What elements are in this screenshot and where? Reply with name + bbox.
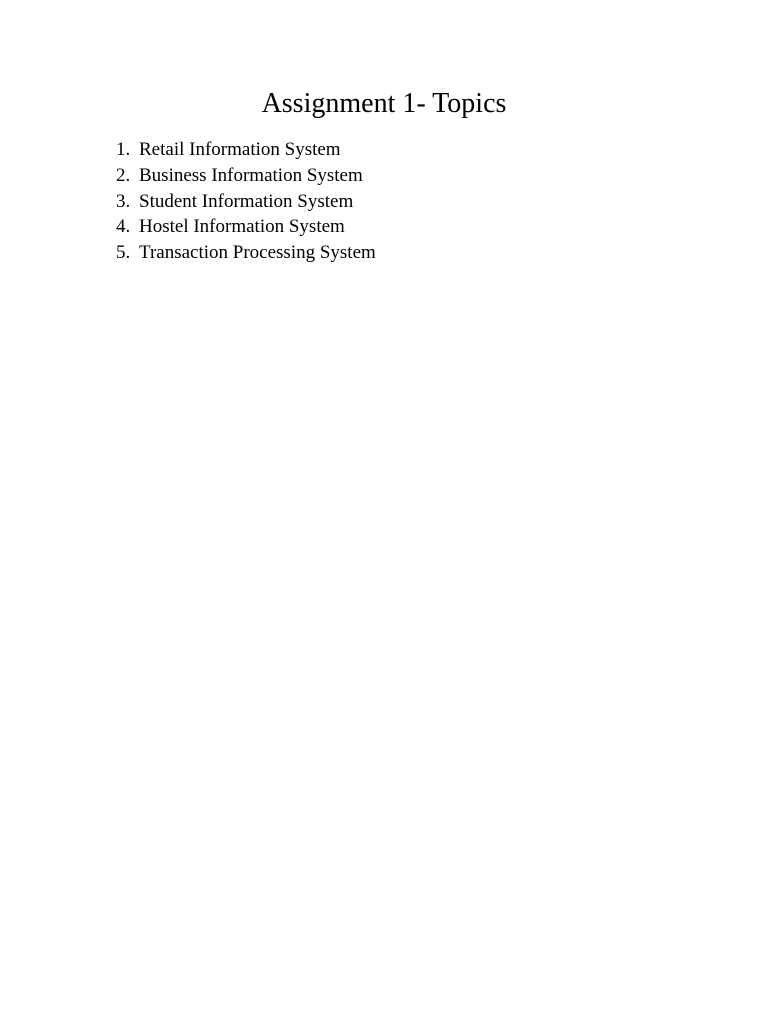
- document-title: Assignment 1- Topics: [261, 88, 507, 119]
- topic-text: Retail Information System: [139, 139, 341, 160]
- topic-number: 3.: [116, 190, 131, 212]
- topic-number: 2.: [116, 164, 131, 186]
- topic-item: [116, 214, 376, 240]
- topic-item: [116, 163, 376, 189]
- topic-text: Student Information System: [139, 190, 354, 212]
- topic-list: [116, 137, 376, 266]
- topic-number: 4.: [116, 216, 131, 238]
- topic-item: [116, 240, 376, 266]
- topic-text: Hostel Information System: [139, 216, 345, 238]
- topic-text: Transaction Processing System: [139, 242, 376, 264]
- topic-text: Business Information System: [139, 164, 363, 186]
- topic-item: [116, 137, 376, 163]
- topic-item: [116, 189, 376, 215]
- topic-number: 5.: [116, 242, 131, 264]
- topic-number: 1.: [116, 139, 131, 160]
